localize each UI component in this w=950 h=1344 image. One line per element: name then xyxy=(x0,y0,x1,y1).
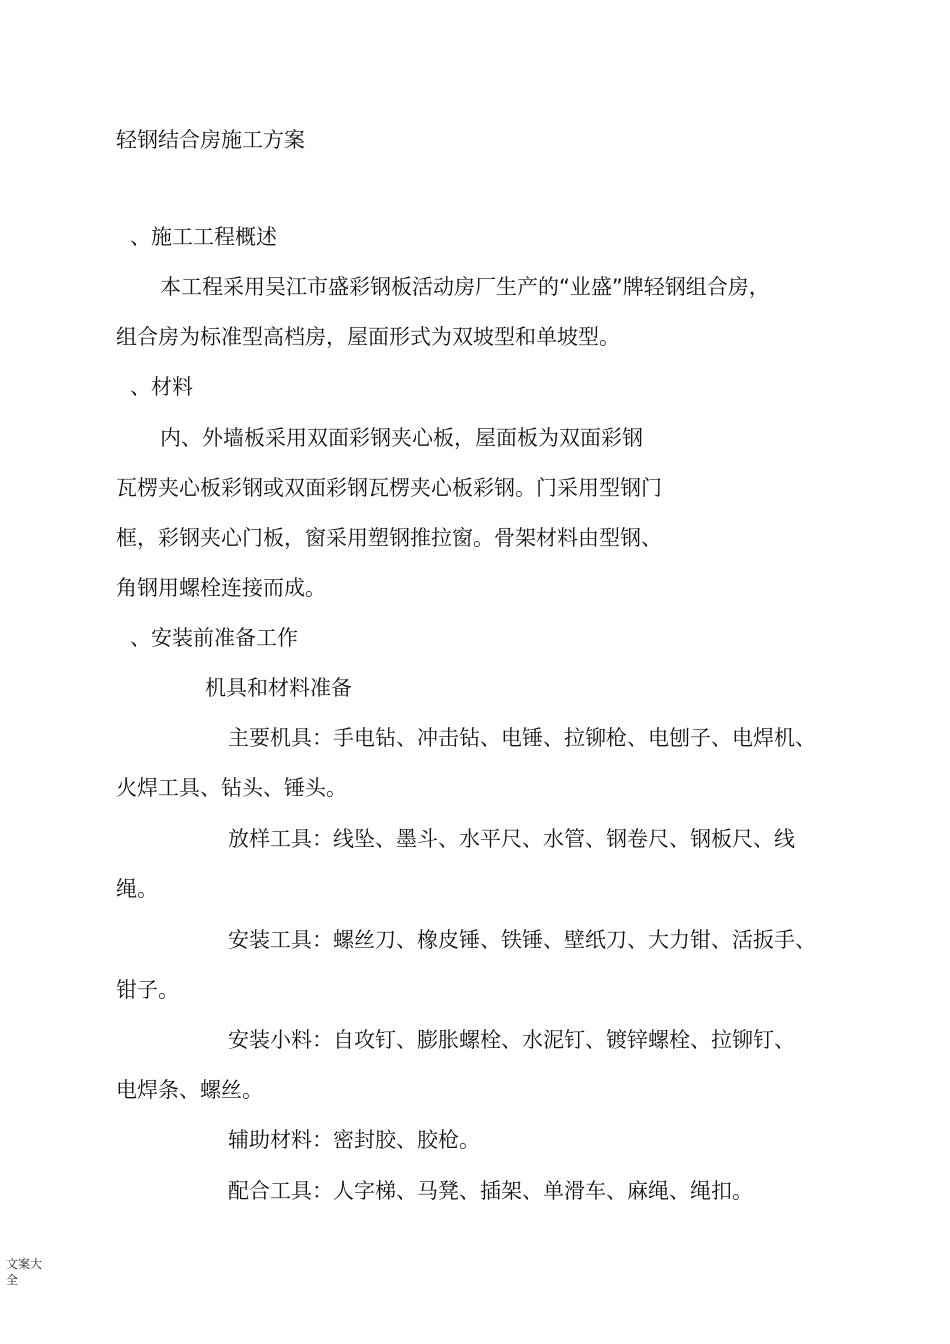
document-title: 轻钢结合房施工方案 xyxy=(116,128,305,152)
paragraph-line: 框，彩钢夹心门板，窗采用塑钢推拉窗。骨架材料由型钢、 xyxy=(116,526,662,550)
paragraph-line: 安装工具：螺丝刀、橡皮锤、铁锤、壁纸刀、大力钳、活扳手、 xyxy=(228,928,816,952)
paragraph-line: 辅助材料：密封胶、胶枪。 xyxy=(228,1128,480,1152)
section-heading-preparation: 、安装前准备工作 xyxy=(130,626,298,650)
section-heading-overview: 、施工工程概述 xyxy=(130,225,277,249)
footer-text: 文案大全 xyxy=(6,1257,43,1287)
section-heading-materials: 、材料 xyxy=(130,375,193,399)
paragraph-line: 钳子。 xyxy=(116,978,179,1002)
paragraph-line: 本工程采用吴江市盛彩钢板活动房厂生产的“业盛”牌轻钢组合房， xyxy=(160,275,770,299)
paragraph-line: 配合工具：人字梯、马凳、插架、单滑车、麻绳、绳扣。 xyxy=(228,1179,753,1203)
paragraph-line: 电焊条、螺丝。 xyxy=(116,1078,263,1102)
paragraph-line: 内、外墙板采用双面彩钢夹心板，屋面板为双面彩钢 xyxy=(160,426,643,450)
subsection-heading: 机具和材料准备 xyxy=(205,676,352,700)
paragraph-line: 安装小料：自攻钉、膨胀螺栓、水泥钉、镀锌螺栓、拉铆钉、 xyxy=(228,1028,795,1052)
paragraph-line: 火焊工具、钻头、锤头。 xyxy=(116,776,347,800)
paragraph-line: 角钢用螺栓连接而成。 xyxy=(116,576,326,600)
paragraph-line: 主要机具：手电钻、冲击钻、电锤、拉铆枪、电刨子、电焊机、 xyxy=(228,726,816,750)
paragraph-line: 组合房为标准型高档房，屋面形式为双坡型和单坡型。 xyxy=(116,325,620,349)
paragraph-line: 瓦楞夹心板彩钢或双面彩钢瓦楞夹心板彩钢。门采用型钢门 xyxy=(116,476,662,500)
paragraph-line: 绳。 xyxy=(116,877,158,901)
paragraph-line: 放样工具：线坠、墨斗、水平尺、水管、钢卷尺、钢板尺、线 xyxy=(228,827,795,851)
